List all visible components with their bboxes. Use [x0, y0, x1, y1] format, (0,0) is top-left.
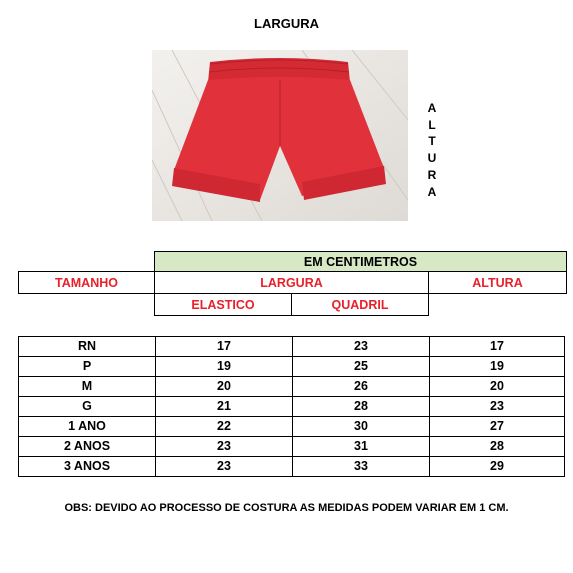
height-letter: L: [428, 117, 436, 132]
hip-cell: 31: [293, 437, 430, 457]
size-column-header: TAMANHO: [18, 271, 155, 294]
table-row: [19, 457, 565, 477]
elastic-cell: 19: [156, 357, 293, 377]
size-cell: RN: [19, 337, 156, 357]
hip-cell: 26: [293, 377, 430, 397]
elastic-cell: 21: [156, 397, 293, 417]
elastic-cell: 23: [156, 457, 293, 477]
hip-cell: 33: [293, 457, 430, 477]
table-row: [19, 417, 565, 437]
elastic-cell: 17: [156, 337, 293, 357]
table-row: [19, 437, 565, 457]
height-column-header: ALTURA: [428, 271, 567, 294]
size-cell: 2 ANOS: [19, 437, 156, 457]
hip-cell: 25: [293, 357, 430, 377]
height-cell: 27: [430, 417, 565, 437]
width-column-header: LARGURA: [154, 271, 429, 294]
size-cell: M: [19, 377, 156, 397]
hip-cell: 23: [293, 337, 430, 357]
height-letter: R: [427, 167, 437, 182]
size-table: [18, 336, 565, 477]
height-cell: 20: [430, 377, 565, 397]
table-row: [19, 337, 565, 357]
height-cell: 28: [430, 437, 565, 457]
hip-cell: 30: [293, 417, 430, 437]
units-header: EM CENTIMETROS: [154, 251, 567, 272]
height-cell: 23: [430, 397, 565, 417]
red-shorts-image: [152, 50, 408, 221]
size-cell: 3 ANOS: [19, 457, 156, 477]
size-cell: G: [19, 397, 156, 417]
product-photo: [152, 50, 408, 221]
height-letter: A: [427, 184, 437, 199]
height-letter: A: [427, 101, 437, 115]
table-row: [19, 377, 565, 397]
size-cell: P: [19, 357, 156, 377]
elastic-cell: 22: [156, 417, 293, 437]
elastic-subheader: ELASTICO: [154, 293, 292, 316]
height-letter: T: [428, 134, 436, 149]
measurement-note: OBS: DEVIDO AO PROCESSO DE COSTURA AS MEDIDAS PODEM VARIAR EM 1 CM.: [64, 502, 509, 514]
height-cell: 17: [430, 337, 565, 357]
height-letter: U: [427, 151, 437, 166]
height-cell: 19: [430, 357, 565, 377]
elastic-cell: 20: [156, 377, 293, 397]
height-label-vertical: [424, 100, 440, 200]
table-row: [19, 397, 565, 417]
height-cell: 29: [430, 457, 565, 477]
size-cell: 1 ANO: [19, 417, 156, 437]
hip-cell: 28: [293, 397, 430, 417]
hip-subheader: QUADRIL: [291, 293, 429, 316]
page-title: LARGURA: [254, 16, 319, 31]
elastic-cell: 23: [156, 437, 293, 457]
table-row: [19, 357, 565, 377]
